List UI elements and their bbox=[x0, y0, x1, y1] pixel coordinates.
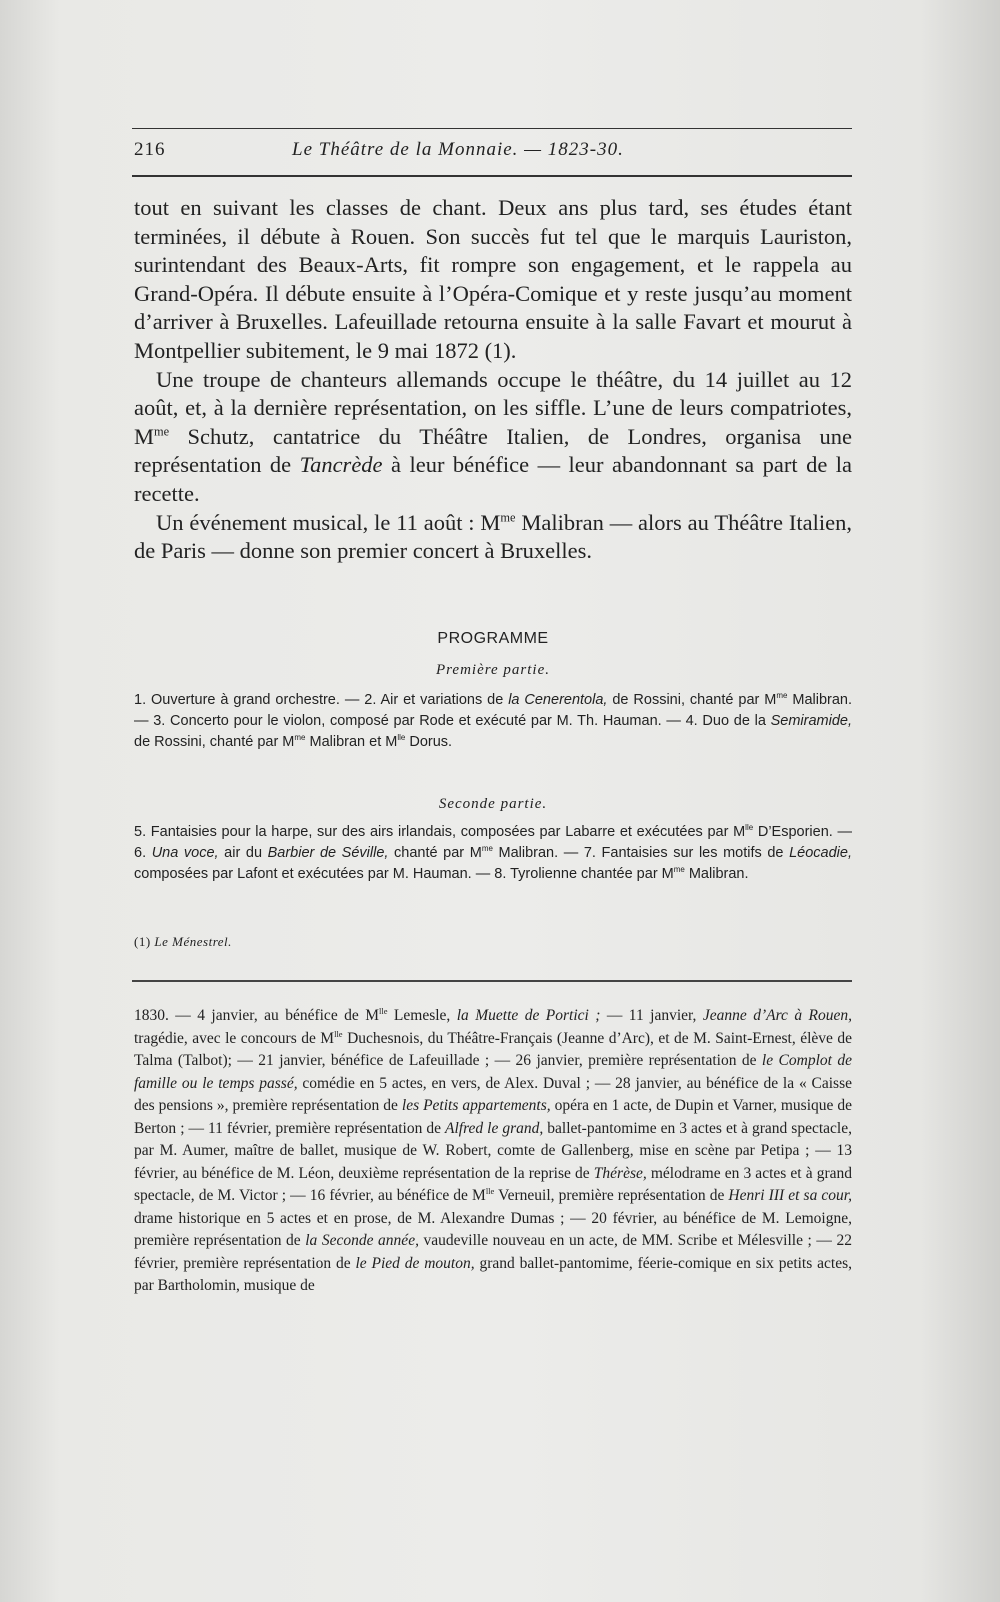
text-run: Verneuil, première représentation de bbox=[494, 1187, 729, 1204]
separator-rule bbox=[132, 980, 852, 982]
text-run: 1. Ouverture à grand orchestre. — 2. Air et variations de bbox=[134, 692, 509, 708]
annals-text bbox=[134, 1005, 852, 1298]
running-title: Le Théâtre de la Monnaie. — 1823-30. bbox=[292, 139, 624, 160]
text-run: Schutz, cantatrice du Théâtre Italien, de Londres, organisa une représentation de bbox=[134, 423, 852, 478]
superscript: me bbox=[673, 865, 685, 875]
work-title: Henri III et sa cour, bbox=[728, 1187, 852, 1204]
superscript: me bbox=[294, 733, 306, 743]
text-run: à leur bénéfice — leur abandonnant sa part de la recette. bbox=[134, 452, 853, 506]
superscript: me bbox=[500, 510, 516, 525]
work-title: le Pied de mouton, bbox=[355, 1254, 475, 1272]
text-run: Malibran. — 7. Fantaisies sur les motifs de bbox=[492, 845, 790, 861]
work-title: la Seconde année, bbox=[305, 1232, 419, 1249]
part-two-list bbox=[134, 822, 852, 885]
work-title: Tancrède bbox=[299, 452, 383, 478]
part-two-title: Seconde partie. bbox=[438, 796, 548, 812]
paragraph-1: tout en suivant les classes de chant. Deux ans plus tard, ses études étant terminées, il débute à Rouen. Son succès fut tel que le marquis Lauriston, surintendant des Beaux-Arts, fit rompre son engagement, et le rappela au Grand-Opéra. Il débute ensuite à l’Opéra-Comique et y reste jusqu’au moment d’arriver à Bruxelles. Lafeuillade retourna ensuite à la salle Favart et mourut à Montpellier subitement, le 9 mai 1872 (1). bbox=[134, 195, 852, 363]
text-run: Malibran — alors au Théâtre Italien, de Paris — donne son premier concert à Bruxelles. bbox=[134, 509, 852, 564]
superscript: me bbox=[481, 844, 493, 854]
text-run: — 11 janvier, bbox=[600, 1007, 703, 1024]
text-run: composées par Lafont et exécutées par M. Hauman. — 8. Tyrolienne chantée par M bbox=[134, 866, 674, 882]
text-run: mélodrame en 3 actes et à grand spectacle, de M. Victor ; — 16 février, au bénéfice de M bbox=[134, 1164, 853, 1204]
work-title: Thérèse, bbox=[593, 1164, 647, 1182]
work-title: Semiramide, bbox=[770, 713, 852, 729]
footnote bbox=[134, 934, 232, 950]
page-number: 216 bbox=[134, 139, 166, 160]
text-run: Malibran et M bbox=[305, 734, 398, 750]
work-title: le Complot de famille ou le temps passé, bbox=[134, 1052, 852, 1092]
text-run: Lemesle, bbox=[387, 1007, 457, 1024]
text-run: opéra en 1 acte, de Dupin et Varner, musique de Berton ; — 11 février, première représentation de bbox=[134, 1097, 852, 1137]
work-title: Barbier de Séville, bbox=[267, 845, 389, 861]
superscript: me bbox=[776, 691, 788, 701]
work-title: les Petits appartements, bbox=[401, 1097, 551, 1114]
work-title: la Muette de Portici ; bbox=[456, 1007, 601, 1024]
text-run: ballet-pantomime en 3 actes et à grand spectacle, par M. Aumer, maître de ballet, musique de W. Robert, comte de Gallenberg, mise en scène par Petipa ; — 13 février, au bénéfice de M. Léon, deuxième représentation de la reprise de bbox=[134, 1119, 852, 1182]
text-run: 5. Fantaisies pour la harpe, sur des airs irlandais, composées par Labarre et exécutées par M bbox=[134, 824, 746, 840]
text-run: grand ballet-pantomime, féerie-comique en six petits actes, par Bartholomin, musique de bbox=[134, 1254, 852, 1294]
superscript: lle bbox=[378, 1005, 388, 1016]
text-run: tragédie, avec le concours de M bbox=[134, 1029, 335, 1047]
work-title: la Cenerentola, bbox=[508, 692, 608, 708]
footnote-source: Le Ménestrel. bbox=[154, 934, 232, 949]
work-title: Jeanne d’Arc à Rouen, bbox=[702, 1007, 853, 1024]
superscript: lle bbox=[334, 1028, 343, 1039]
part-one-title: Première partie. bbox=[435, 662, 551, 678]
superscript: me bbox=[154, 424, 170, 439]
paragraph-2 bbox=[134, 366, 852, 509]
text-run: Une troupe de chanteurs allemands occupe le théâtre, du 14 juillet au 12 août, et, à la dernière représentation, on les siffle. L’une de leurs compatriotes, M bbox=[134, 366, 852, 449]
text-run: air du bbox=[218, 845, 268, 861]
footnote-marker: (1) bbox=[134, 934, 155, 949]
work-title: Léocadie, bbox=[789, 845, 852, 861]
superscript: lle bbox=[745, 823, 754, 833]
text-run: chanté par M bbox=[388, 845, 482, 861]
text-run: 1830. — 4 janvier, au bénéfice de M bbox=[134, 1007, 379, 1024]
text-run: drame historique en 5 actes et en prose, de M. Alexandre Dumas ; — 20 février, au bénéfice de M. Lemoigne, première représentation de bbox=[134, 1209, 852, 1249]
work-title: Alfred le grand, bbox=[444, 1119, 544, 1137]
text-run: Malibran. — 3. Concerto pour le violon, composé par Rode et exécuté par M. Th. Hauman. — 4. Duo de la bbox=[134, 692, 853, 729]
part-one-list bbox=[134, 690, 852, 753]
text-run: Dorus. bbox=[405, 734, 453, 750]
text-run: Duchesnois, du Théâtre-Français (Jeanne d’Arc), et de M. Saint-Ernest, élève de Talma (Talbot); — 21 janvier, bénéfice de Lafeuillade ; — 26 janvier, première représentation de bbox=[134, 1029, 852, 1069]
page-header bbox=[132, 128, 852, 177]
superscript: lle bbox=[397, 733, 406, 743]
text-run: de Rossini, chanté par M bbox=[607, 692, 777, 708]
programme-heading: PROGRAMME bbox=[437, 630, 549, 647]
text-run: vaudeville nouveau en un acte, de MM. Scribe et Mélesville ; — 22 février, première représentation de bbox=[134, 1232, 852, 1272]
text-run: Malibran. bbox=[684, 866, 749, 882]
text-run: de Rossini, chanté par M bbox=[134, 734, 295, 750]
work-title: Una voce, bbox=[151, 845, 219, 861]
text-run: D’Esporien. — 6. bbox=[134, 824, 852, 861]
body-text bbox=[134, 194, 852, 566]
text-run: comédie en 5 actes, en vers, de Alex. Duval ; — 28 janvier, au bénéfice de la « Caisse des pensions », première représentation de bbox=[134, 1074, 852, 1114]
paragraph-3 bbox=[134, 509, 852, 566]
superscript: lle bbox=[485, 1185, 495, 1196]
text-run: Un événement musical, le 11 août : M bbox=[156, 509, 501, 535]
